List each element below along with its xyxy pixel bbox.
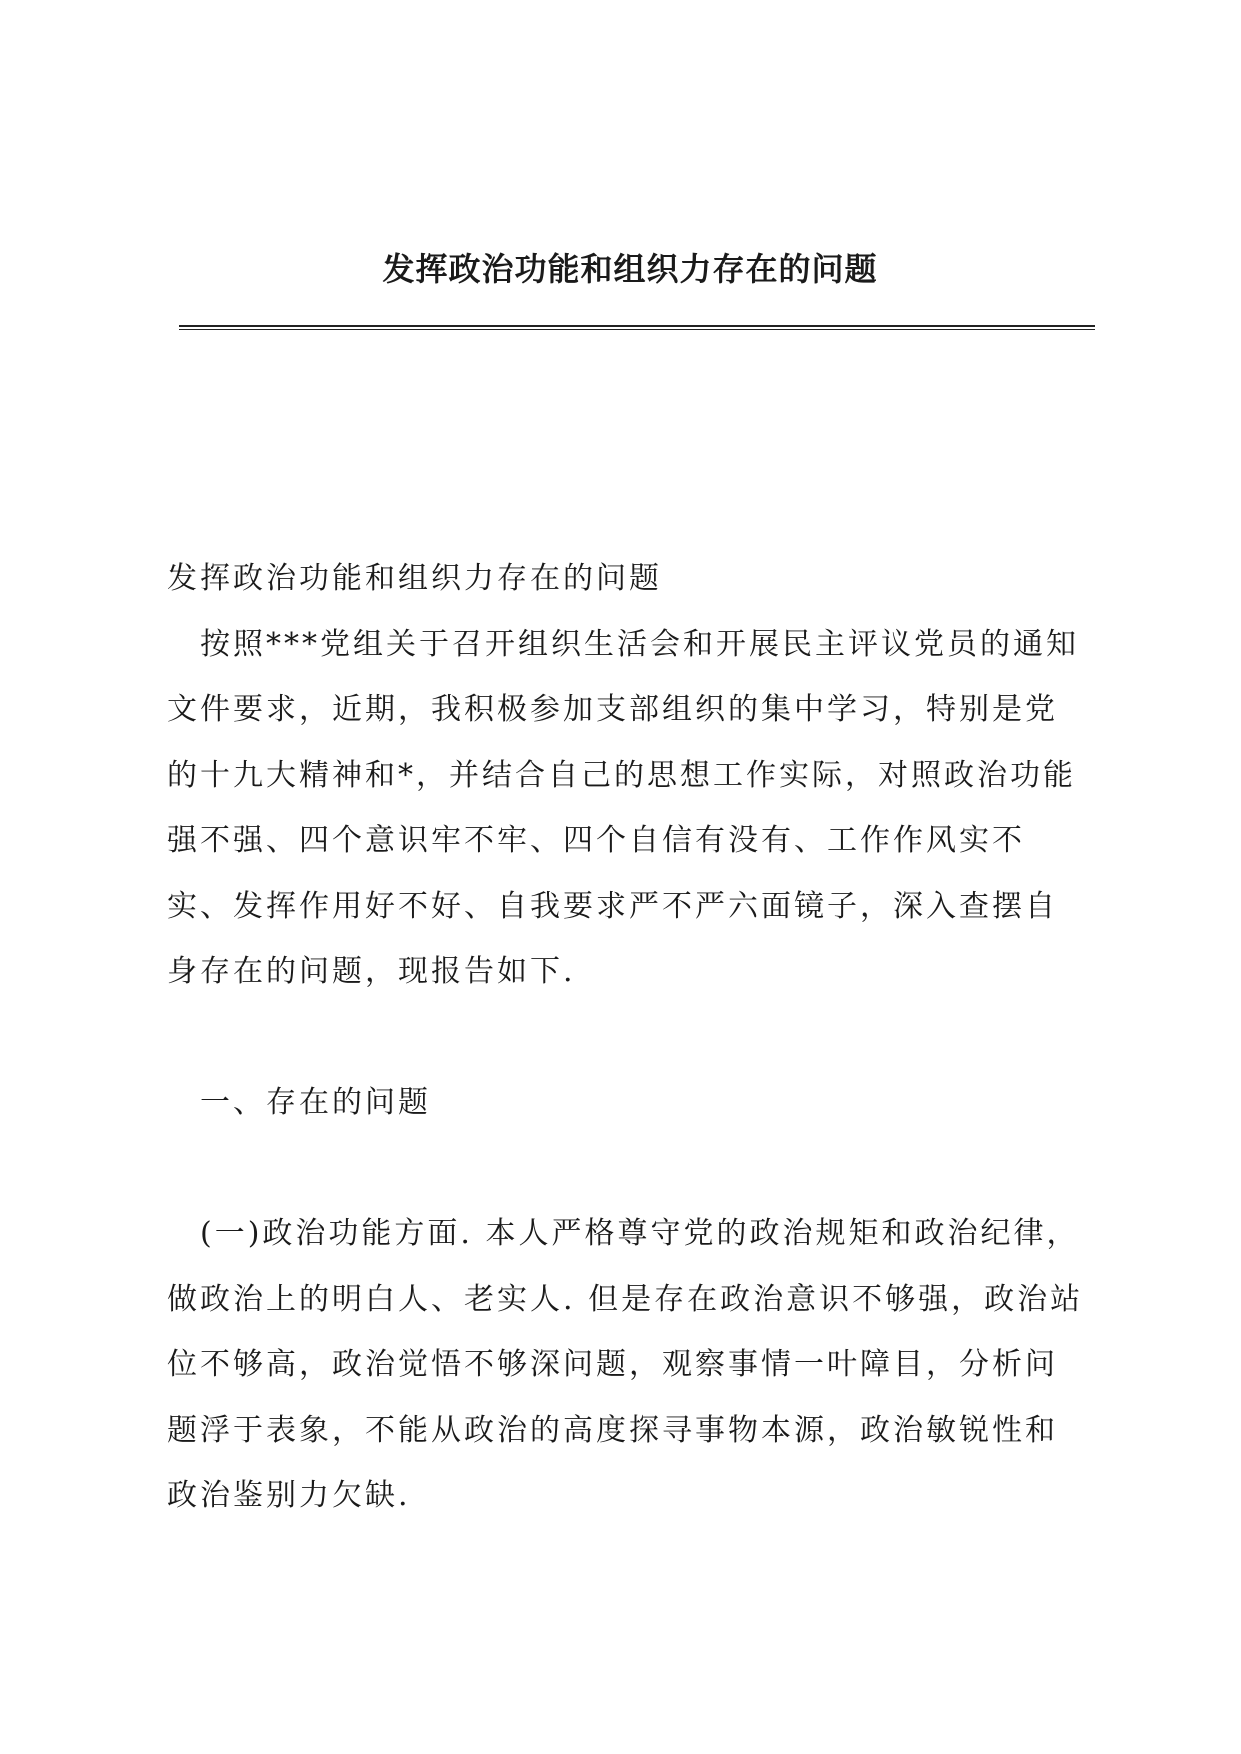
subsection-paragraph: (一)政治功能方面. 本人严格尊守党的政治规矩和政治纪律，做政治上的明白人、老实人. 但是存在政治意识不够强，政治站位不够高，政治觉悟不够深问题，观察事情一叶障目，分析问题浮于表象，不能从政治的高度探寻事物本源，政治敏锐性和政治鉴别力欠缺. — [167, 1216, 1084, 1513]
page-title: 发挥政治功能和组织力存在的问题 — [382, 250, 878, 288]
title-double-rule — [179, 325, 1095, 330]
section-heading: 一、存在的问题 — [200, 1085, 431, 1120]
body-heading: 发挥政治功能和组织力存在的问题 — [167, 561, 662, 596]
intro-paragraph: 按照***党组关于召开组织生活会和开展民主评议党员的通知文件要求，近期，我积极参加支部组织的集中学习，特别是党的十九大精神和*，并结合自己的思想工作实际，对照政治功能强不强、四个意识牢不牢、四个自信有没有、工作作风实不实、发挥作用好不好、自我要求严不严六面镜子，深入查摆自身存在的问题，现报告如下. — [167, 626, 1079, 989]
document-body — [167, 546, 1087, 1529]
